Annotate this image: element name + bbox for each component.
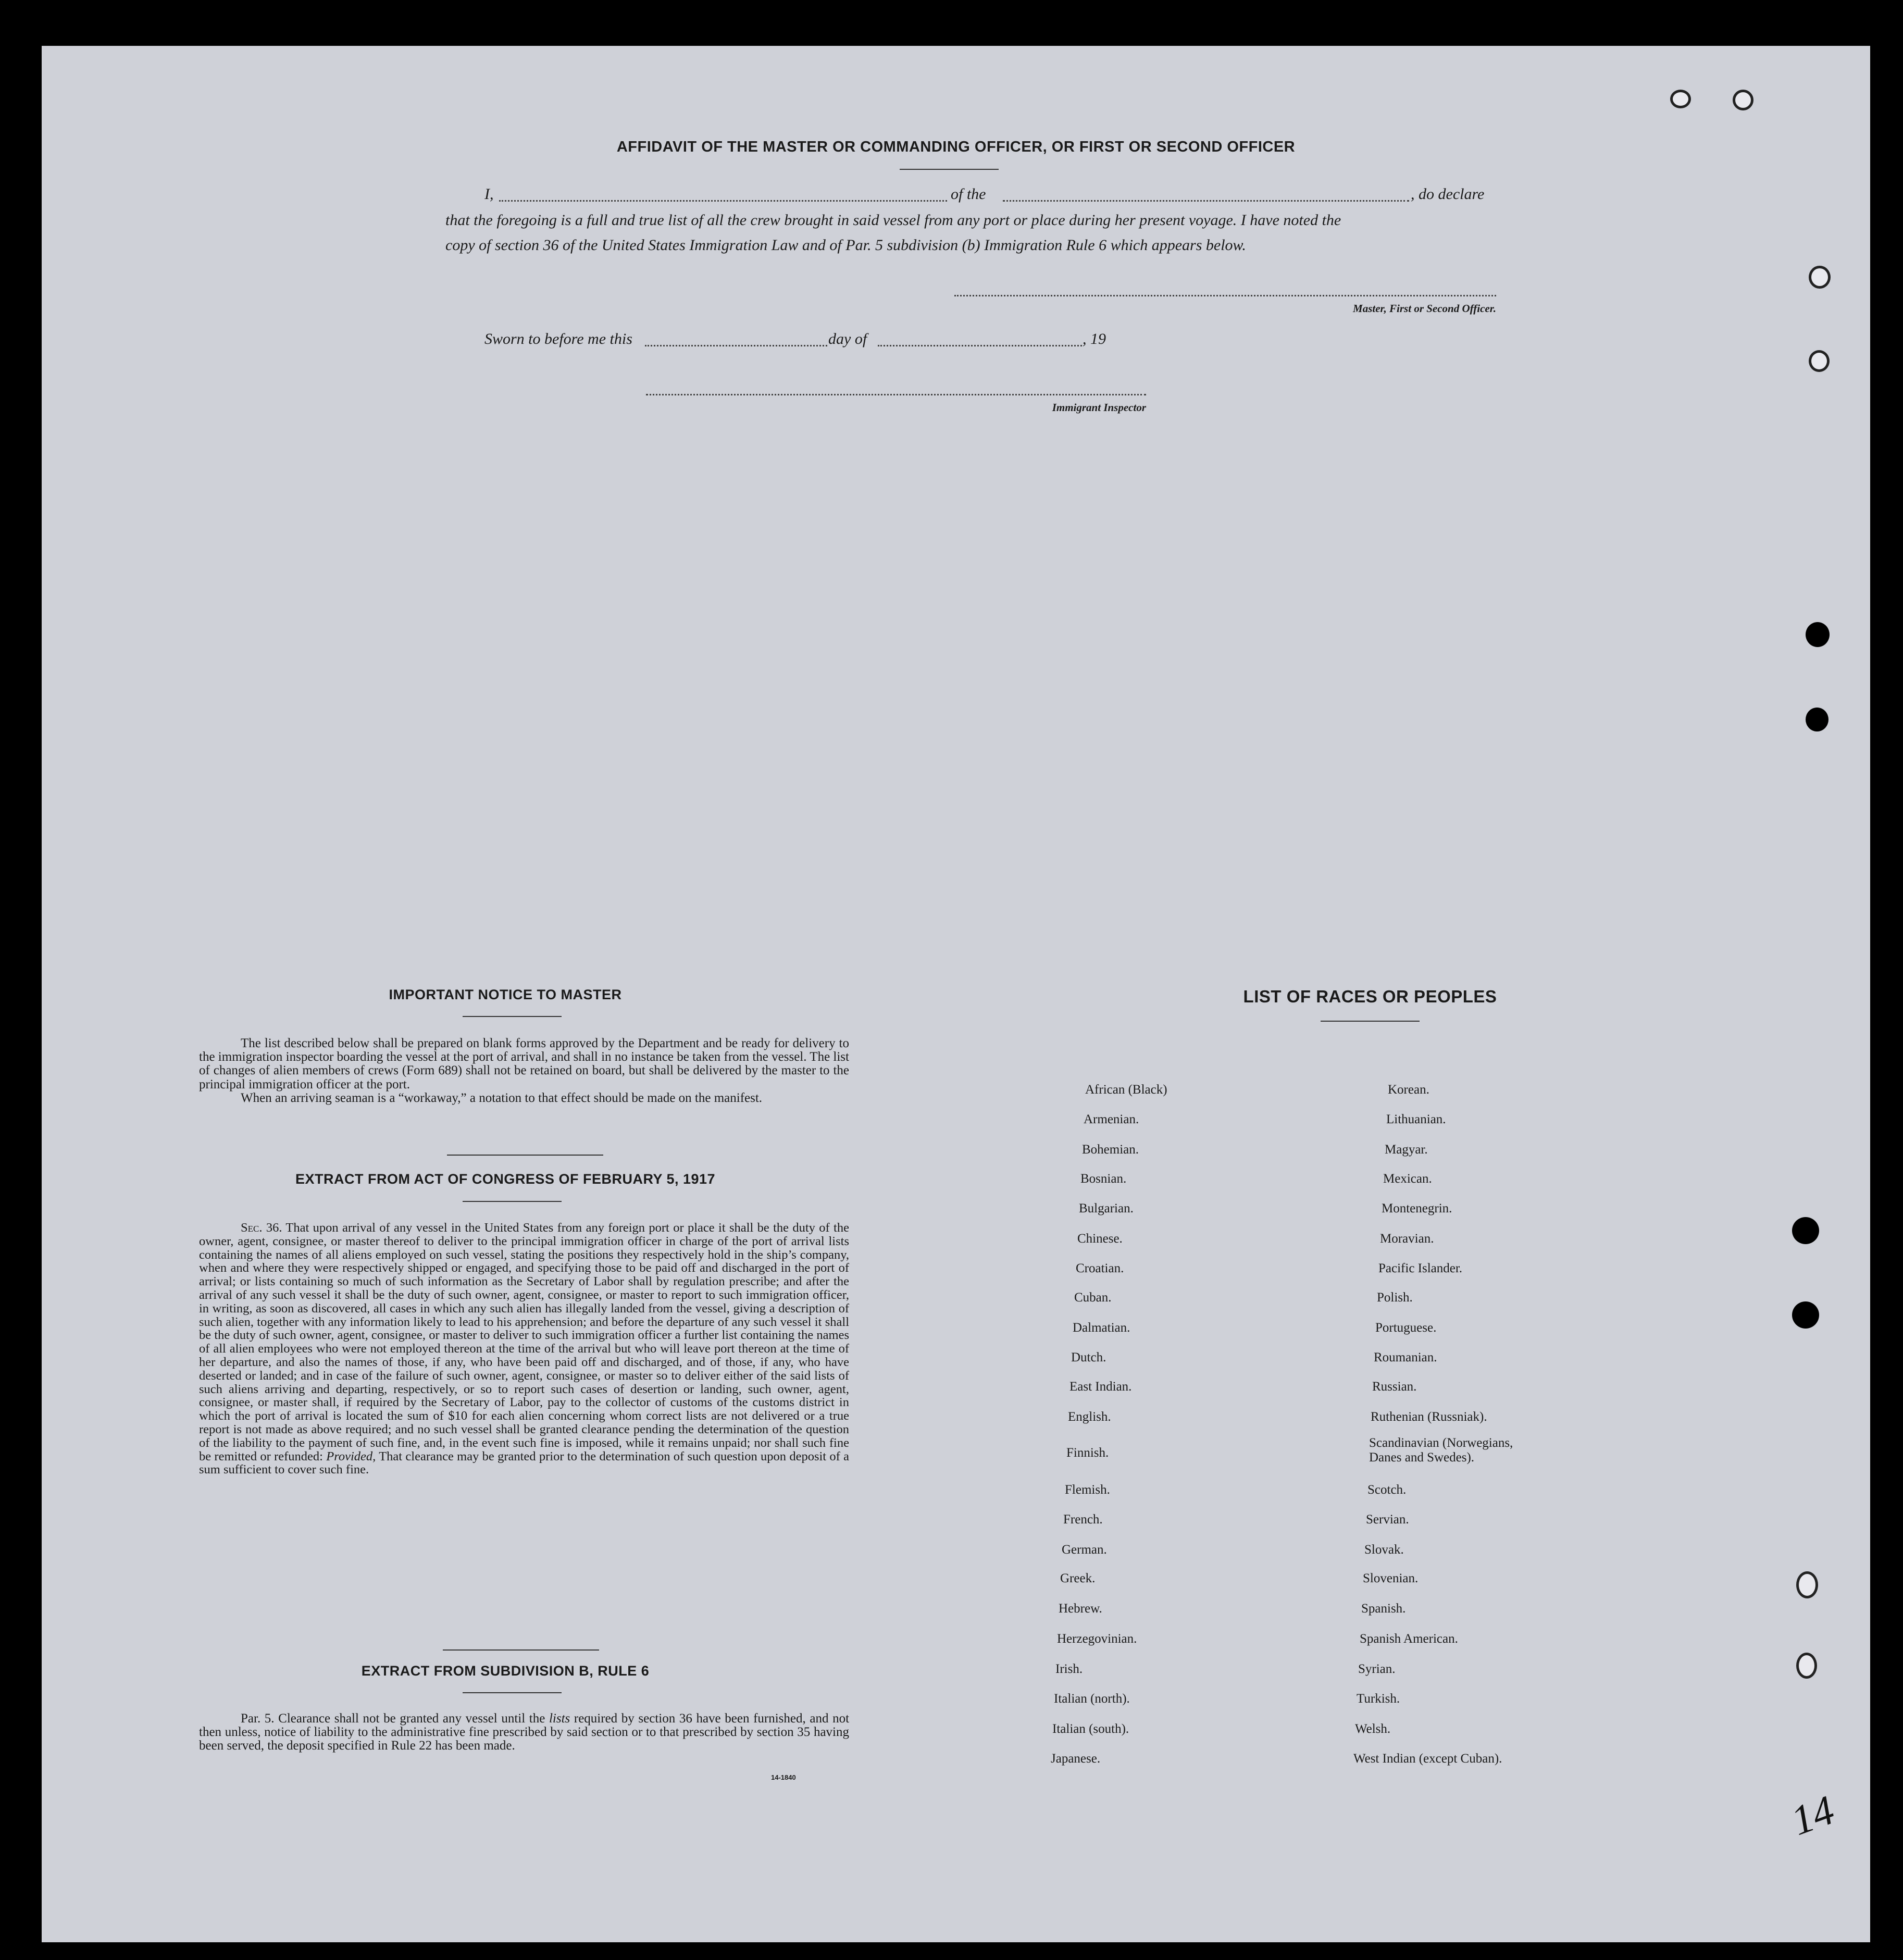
race-item: East Indian. bbox=[1069, 1380, 1132, 1394]
punch-hole bbox=[1809, 350, 1830, 372]
race-item: Scandinavian (Norwegians, Danes and Swedes). bbox=[1369, 1436, 1513, 1465]
race-item: Servian. bbox=[1366, 1512, 1409, 1527]
punch-hole bbox=[1792, 1217, 1819, 1244]
proviso-word: Provided, bbox=[326, 1449, 376, 1463]
race-item: Magyar. bbox=[1385, 1143, 1428, 1157]
act-extract-heading: EXTRACT FROM ACT OF CONGRESS OF FEBRUARY 5, 1917 bbox=[295, 1171, 716, 1187]
form-number: 14-1840 bbox=[771, 1773, 796, 1781]
vessel-name-field[interactable] bbox=[1003, 200, 1409, 202]
affidavit-heading: AFFIDAVIT OF THE MASTER OR COMMANDING OFFICER, OR FIRST OR SECOND OFFICER bbox=[616, 139, 1296, 155]
race-item: Syrian. bbox=[1358, 1662, 1396, 1676]
lists-word: lists bbox=[549, 1711, 570, 1726]
race-item: Ruthenian (Russniak). bbox=[1371, 1410, 1487, 1424]
punch-hole bbox=[1806, 622, 1830, 647]
sworn-month-field[interactable] bbox=[878, 345, 1082, 346]
race-item: Roumanian. bbox=[1374, 1350, 1437, 1364]
master-name-field[interactable] bbox=[499, 200, 947, 202]
race-item: Slovak. bbox=[1364, 1543, 1404, 1557]
document-sheet bbox=[42, 46, 1870, 1942]
affidavit-line1-start: I, bbox=[484, 185, 494, 203]
race-item: Italian (south). bbox=[1052, 1722, 1129, 1736]
notice-divider bbox=[447, 1155, 603, 1156]
race-item: Bohemian. bbox=[1082, 1143, 1139, 1157]
notice-para-2: When an arriving seaman is a “workaway,” a notation to that effect should be made on the manifest. bbox=[241, 1090, 763, 1105]
sworn-end: , 19 bbox=[1083, 330, 1106, 348]
race-item: Herzegovinian. bbox=[1057, 1632, 1137, 1646]
notice-heading-rule bbox=[463, 1016, 562, 1017]
punch-hole bbox=[1806, 708, 1829, 731]
margin-mark: 14 bbox=[1785, 1787, 1840, 1845]
section-label: Sec. 36. bbox=[241, 1221, 282, 1235]
race-item: Spanish. bbox=[1361, 1602, 1406, 1616]
affidavit-line2: that the foregoing is a full and true list of all the crew brought in said vessel from any port or place during her present voyage. I have noted the bbox=[445, 212, 1341, 229]
sworn-day-field[interactable] bbox=[645, 345, 827, 346]
notice-para-1: The list described below shall be prepared on blank forms approved by the Department and be ready for delivery to the immigration inspector boarding the vessel at the port of arrival, and shall in no instance be taken from the vessel. The list of changes of alien members of crews (Form 689) shall not be retained on board, but shall be delivered by the master to the principal immigration officer at the port. bbox=[199, 1036, 849, 1091]
race-item: Mexican. bbox=[1383, 1172, 1432, 1186]
races-heading: LIST OF RACES OR PEOPLES bbox=[1243, 987, 1497, 1006]
notice-text bbox=[199, 1037, 849, 1105]
race-item: Hebrew. bbox=[1059, 1602, 1102, 1616]
affidavit-line1-end: , do declare bbox=[1411, 185, 1485, 203]
race-item: Montenegrin. bbox=[1382, 1201, 1452, 1215]
rule-heading-rule bbox=[463, 1692, 562, 1693]
affidavit-heading-rule bbox=[900, 169, 999, 170]
race-item: Flemish. bbox=[1065, 1483, 1110, 1497]
race-item: Japanese. bbox=[1051, 1752, 1101, 1766]
race-item: Chinese. bbox=[1077, 1232, 1123, 1246]
inspector-label: Immigrant Inspector bbox=[1052, 401, 1146, 414]
rule-extract-heading: EXTRACT FROM SUBDIVISION B, RULE 6 bbox=[361, 1663, 650, 1679]
notice-heading: IMPORTANT NOTICE TO MASTER bbox=[389, 987, 622, 1002]
race-item: Croatian. bbox=[1076, 1261, 1124, 1275]
race-item: Portuguese. bbox=[1375, 1321, 1437, 1335]
sworn-mid: day of bbox=[828, 330, 867, 348]
punch-hole bbox=[1796, 1653, 1817, 1679]
race-item: French. bbox=[1063, 1512, 1103, 1527]
officer-signature-label: Master, First or Second Officer. bbox=[1353, 302, 1496, 315]
race-item: Dutch. bbox=[1071, 1350, 1106, 1364]
inspector-signature-line[interactable] bbox=[646, 394, 1146, 395]
race-item: Italian (north). bbox=[1054, 1692, 1130, 1706]
punch-hole bbox=[1796, 1571, 1818, 1598]
race-item: German. bbox=[1062, 1543, 1107, 1557]
race-item: Turkish. bbox=[1357, 1692, 1400, 1706]
rule-text-b: required by section 36 have been furnished, and not then unless, notice of liability to the administrative fine prescribed by said section or to that prescribed by section 35 having been served, the deposit specified in Rule 22 has been made. bbox=[199, 1711, 850, 1753]
race-item: Scotch. bbox=[1367, 1483, 1407, 1497]
race-item: Polish. bbox=[1377, 1291, 1413, 1305]
race-item: Dalmatian. bbox=[1073, 1321, 1130, 1335]
race-item: English. bbox=[1068, 1410, 1111, 1424]
act-divider bbox=[443, 1649, 599, 1651]
race-item: Greek. bbox=[1060, 1571, 1096, 1585]
punch-hole bbox=[1733, 90, 1753, 110]
act-body: That upon arrival of any vessel in the United States from any foreign port or place it shall be the duty of the owner, agent, consignee, or master thereof to deliver to the principal immigration officer in charge of the port of arrival lists containing the names of all aliens employed on such vessel, stating the positions they respectively hold in the ship’s company, when and where they were respectively shipped or engaged, and specifying those to be paid off and discharged in the port of arrival; or lists containing so much of such information as the Secretary of Labor shall by regulation prescribe; and after the arrival of any such vessel it shall be the duty of such owner, agent, consignee, or master to report to such immigration officer, in writing, as soon as discovered, all cases in which any such alien has illegally landed from the vessel, giving a description of such alien, together with any information likely to lead to his apprehension; and before the departure of any such vessel it shall be the duty of such owner, agent, consignee, or master to deliver to such immigration officer a further list containing the names of all alien employees who were not employed thereon at the time of the arrival but who will leave port thereon at the time of her departure, and also the names of those, if any, who have been paid off and discharged, and of those, if any, who have deserted or landed; and in case of the failure of such owner, agent, consignee, or master so to deliver either of the said lists of such aliens arriving and departing, respectively, or so to report such cases of desertion or landing, such owner, agent, consignee, or master shall, if required by the Secretary of Labor, pay to the collector of customs of the customs district in which the port of arrival is located the sum of $10 for each alien concerning whom correct lists are not delivered or a true report is not made as above required; and no such vessel shall be granted clearance pending the determination of the question of the liability to the payment of such fine, and, in the event such fine is imposed, while it remains unpaid; nor shall such fine be remitted or refunded: bbox=[199, 1221, 849, 1463]
rule-text-a: Par. 5. Clearance shall not be granted any vessel until the bbox=[241, 1711, 545, 1726]
race-item: Bosnian. bbox=[1080, 1172, 1127, 1186]
race-item: Armenian. bbox=[1084, 1112, 1139, 1126]
sworn-start: Sworn to before me this bbox=[484, 330, 632, 348]
affidavit-line3: copy of section 36 of the United States Immigration Law and of Par. 5 subdivision (b) Immigration Rule 6 which appears below. bbox=[445, 237, 1246, 254]
punch-hole bbox=[1809, 266, 1831, 289]
act-body-end: That clearance may be granted prior to the determination of such question upon deposit of a sum sufficient to cover such fine. bbox=[199, 1449, 850, 1477]
punch-hole bbox=[1792, 1301, 1819, 1329]
affidavit-line1-mid: of the bbox=[951, 185, 986, 203]
race-item: African (Black) bbox=[1085, 1083, 1167, 1097]
race-item: Bulgarian. bbox=[1079, 1201, 1134, 1215]
race-item: Pacific Islander. bbox=[1378, 1261, 1463, 1275]
act-extract-text bbox=[199, 1221, 849, 1477]
races-heading-rule bbox=[1321, 1021, 1420, 1022]
race-item: Lithuanian. bbox=[1386, 1112, 1446, 1126]
act-heading-rule bbox=[463, 1201, 562, 1202]
race-item: Slovenian. bbox=[1363, 1571, 1419, 1585]
race-item: Spanish American. bbox=[1360, 1632, 1458, 1646]
race-item: West Indian (except Cuban). bbox=[1353, 1752, 1502, 1766]
rule-extract-text bbox=[199, 1712, 849, 1753]
race-item: Welsh. bbox=[1355, 1722, 1391, 1736]
punch-hole bbox=[1670, 90, 1691, 108]
race-item: Irish. bbox=[1055, 1662, 1083, 1676]
race-item: Finnish. bbox=[1066, 1446, 1109, 1460]
race-item: Korean. bbox=[1388, 1083, 1429, 1097]
officer-signature-line[interactable] bbox=[954, 295, 1496, 296]
race-item: Moravian. bbox=[1380, 1232, 1434, 1246]
race-item: Cuban. bbox=[1074, 1291, 1112, 1305]
race-item: Russian. bbox=[1372, 1380, 1417, 1394]
